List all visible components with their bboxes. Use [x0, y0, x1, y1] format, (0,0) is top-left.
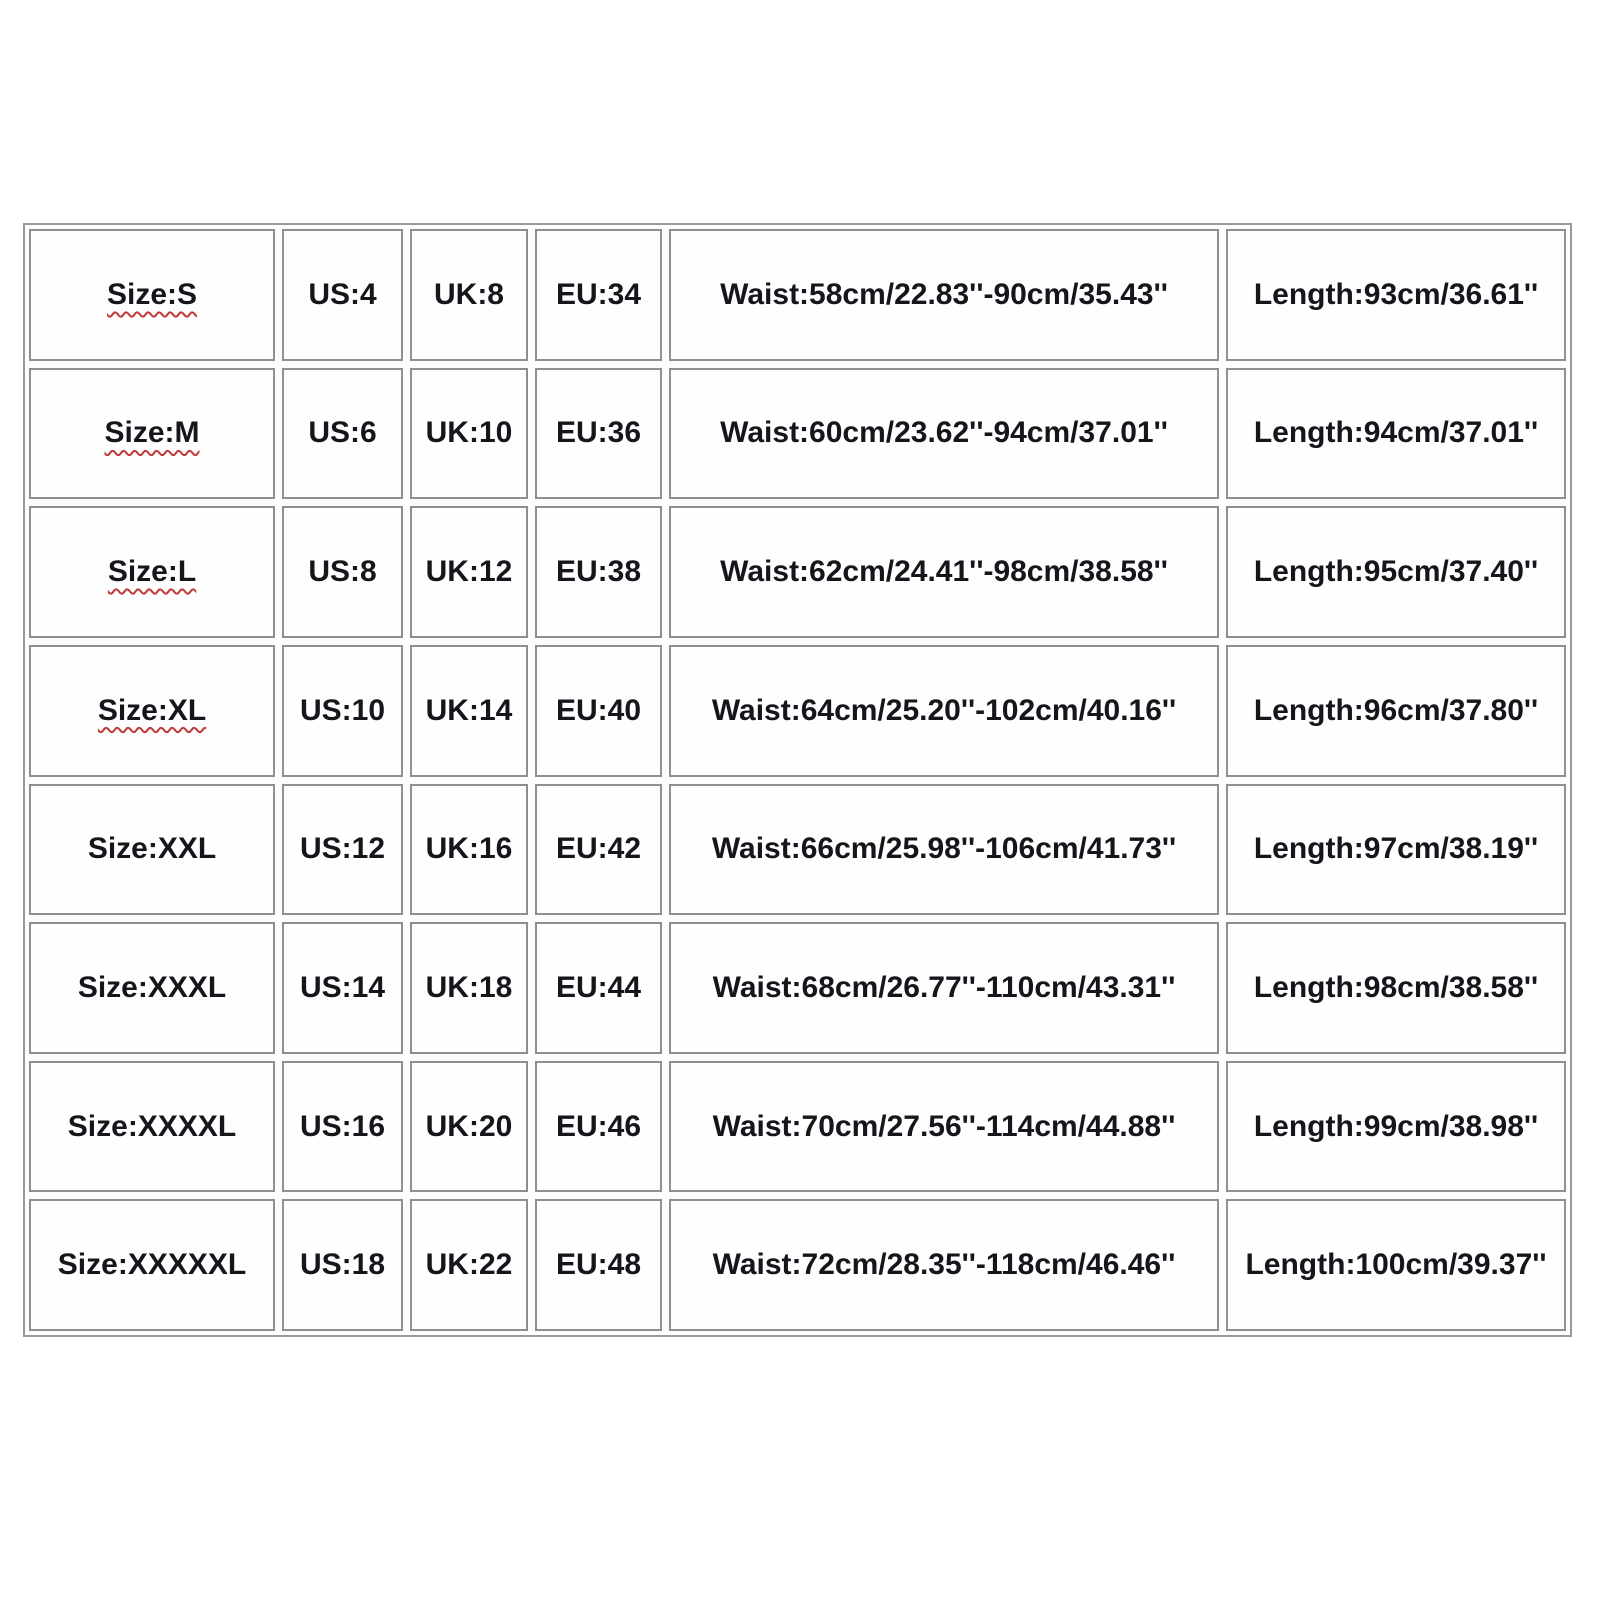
eu-cell: EU:46 — [535, 1061, 662, 1193]
size-label: Size:XXXL — [77, 970, 227, 1004]
size-label: Size:XXL — [87, 832, 217, 866]
length-cell: Length:99cm/38.98'' — [1226, 1061, 1566, 1193]
us-cell: US:10 — [282, 645, 403, 777]
us-cell: US:8 — [282, 506, 403, 638]
uk-cell: UK:22 — [410, 1199, 528, 1331]
eu-cell: EU:40 — [535, 645, 662, 777]
waist-cell: Waist:64cm/25.20''-102cm/40.16'' — [669, 645, 1219, 777]
uk-cell: UK:20 — [410, 1061, 528, 1193]
eu-cell: EU:48 — [535, 1199, 662, 1331]
waist-cell: Waist:60cm/23.62''-94cm/37.01'' — [669, 368, 1219, 500]
us-cell: US:16 — [282, 1061, 403, 1193]
size-label: Size:XL — [97, 693, 207, 727]
uk-cell: UK:10 — [410, 368, 528, 500]
size-label: Size:L — [107, 555, 197, 589]
waist-cell: Waist:70cm/27.56''-114cm/44.88'' — [669, 1061, 1219, 1193]
eu-cell: EU:34 — [535, 229, 662, 361]
length-cell: Length:95cm/37.40'' — [1226, 506, 1566, 638]
uk-cell: UK:12 — [410, 506, 528, 638]
waist-cell: Waist:58cm/22.83''-90cm/35.43'' — [669, 229, 1219, 361]
us-cell: US:12 — [282, 784, 403, 916]
length-cell: Length:100cm/39.37'' — [1226, 1199, 1566, 1331]
us-cell: US:14 — [282, 922, 403, 1054]
size-cell — [29, 229, 275, 361]
size-cell — [29, 784, 275, 916]
size-label: Size:XXXXL — [67, 1109, 237, 1143]
size-label: Size:XXXXXL — [57, 1248, 247, 1282]
length-cell: Length:94cm/37.01'' — [1226, 368, 1566, 500]
size-cell — [29, 922, 275, 1054]
eu-cell: EU:38 — [535, 506, 662, 638]
size-cell — [29, 645, 275, 777]
us-cell: US:18 — [282, 1199, 403, 1331]
size-label: Size:S — [106, 277, 198, 311]
eu-cell: EU:36 — [535, 368, 662, 500]
uk-cell: UK:18 — [410, 922, 528, 1054]
size-cell — [29, 1199, 275, 1331]
size-cell — [29, 368, 275, 500]
size-label: Size:M — [104, 416, 200, 450]
length-cell: Length:97cm/38.19'' — [1226, 784, 1566, 916]
uk-cell: UK:14 — [410, 645, 528, 777]
uk-cell: UK:8 — [410, 229, 528, 361]
eu-cell: EU:42 — [535, 784, 662, 916]
waist-cell: Waist:62cm/24.41''-98cm/38.58'' — [669, 506, 1219, 638]
length-cell: Length:93cm/36.61'' — [1226, 229, 1566, 361]
size-cell — [29, 506, 275, 638]
eu-cell: EU:44 — [535, 922, 662, 1054]
size-cell — [29, 1061, 275, 1193]
us-cell: US:6 — [282, 368, 403, 500]
size-chart-table — [23, 223, 1572, 1337]
uk-cell: UK:16 — [410, 784, 528, 916]
waist-cell: Waist:68cm/26.77''-110cm/43.31'' — [669, 922, 1219, 1054]
us-cell: US:4 — [282, 229, 403, 361]
waist-cell: Waist:72cm/28.35''-118cm/46.46'' — [669, 1199, 1219, 1331]
waist-cell: Waist:66cm/25.98''-106cm/41.73'' — [669, 784, 1219, 916]
length-cell: Length:96cm/37.80'' — [1226, 645, 1566, 777]
length-cell: Length:98cm/38.58'' — [1226, 922, 1566, 1054]
